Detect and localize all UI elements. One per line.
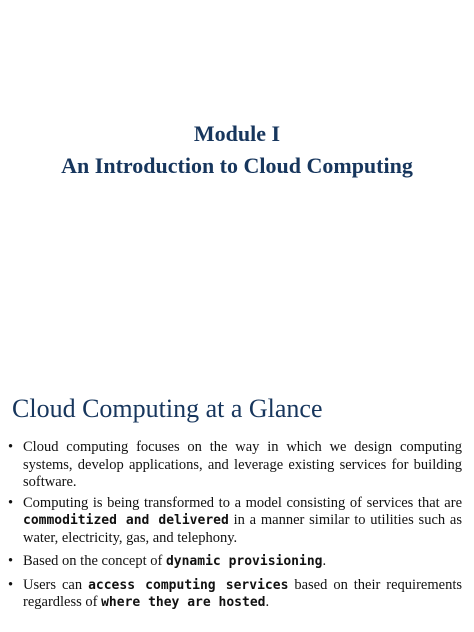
bullet-item <box>6 577 462 612</box>
bullet-item <box>6 553 462 571</box>
bullet-text: Computing is being transformed to a model consisting of services that are <box>23 494 462 511</box>
bullet-text: in a manner similar to utilities such as water, electricity, gas, and telephony. <box>23 512 462 546</box>
bullet-list <box>6 439 462 615</box>
bullet-emphasis: where they are hosted <box>101 595 266 610</box>
bullet-item <box>6 495 462 548</box>
title-line-1: Module I <box>193 121 281 146</box>
section-heading: Cloud Computing at a Glance <box>12 394 323 423</box>
title-line-2: An Introduction to Cloud Computing <box>61 153 413 178</box>
slide-title <box>0 118 474 182</box>
bullet-text: . <box>265 594 270 610</box>
bullet-text: based on their requirements regardless of <box>23 576 462 610</box>
bullet-emphasis: access computing services <box>88 577 289 593</box>
bullet-emphasis: dynamic provisioning <box>165 554 323 569</box>
bullet-text: Based on the concept of <box>23 553 166 569</box>
bullet-text: . <box>322 553 327 569</box>
bullet-item <box>6 439 462 492</box>
bullet-text: Users can <box>23 576 89 593</box>
bullet-text: Cloud computing focuses on the way in which we design computing systems, develop applications, and leverage existing services for building software. <box>23 439 462 490</box>
bullet-emphasis: commoditized and delivered <box>23 513 229 528</box>
